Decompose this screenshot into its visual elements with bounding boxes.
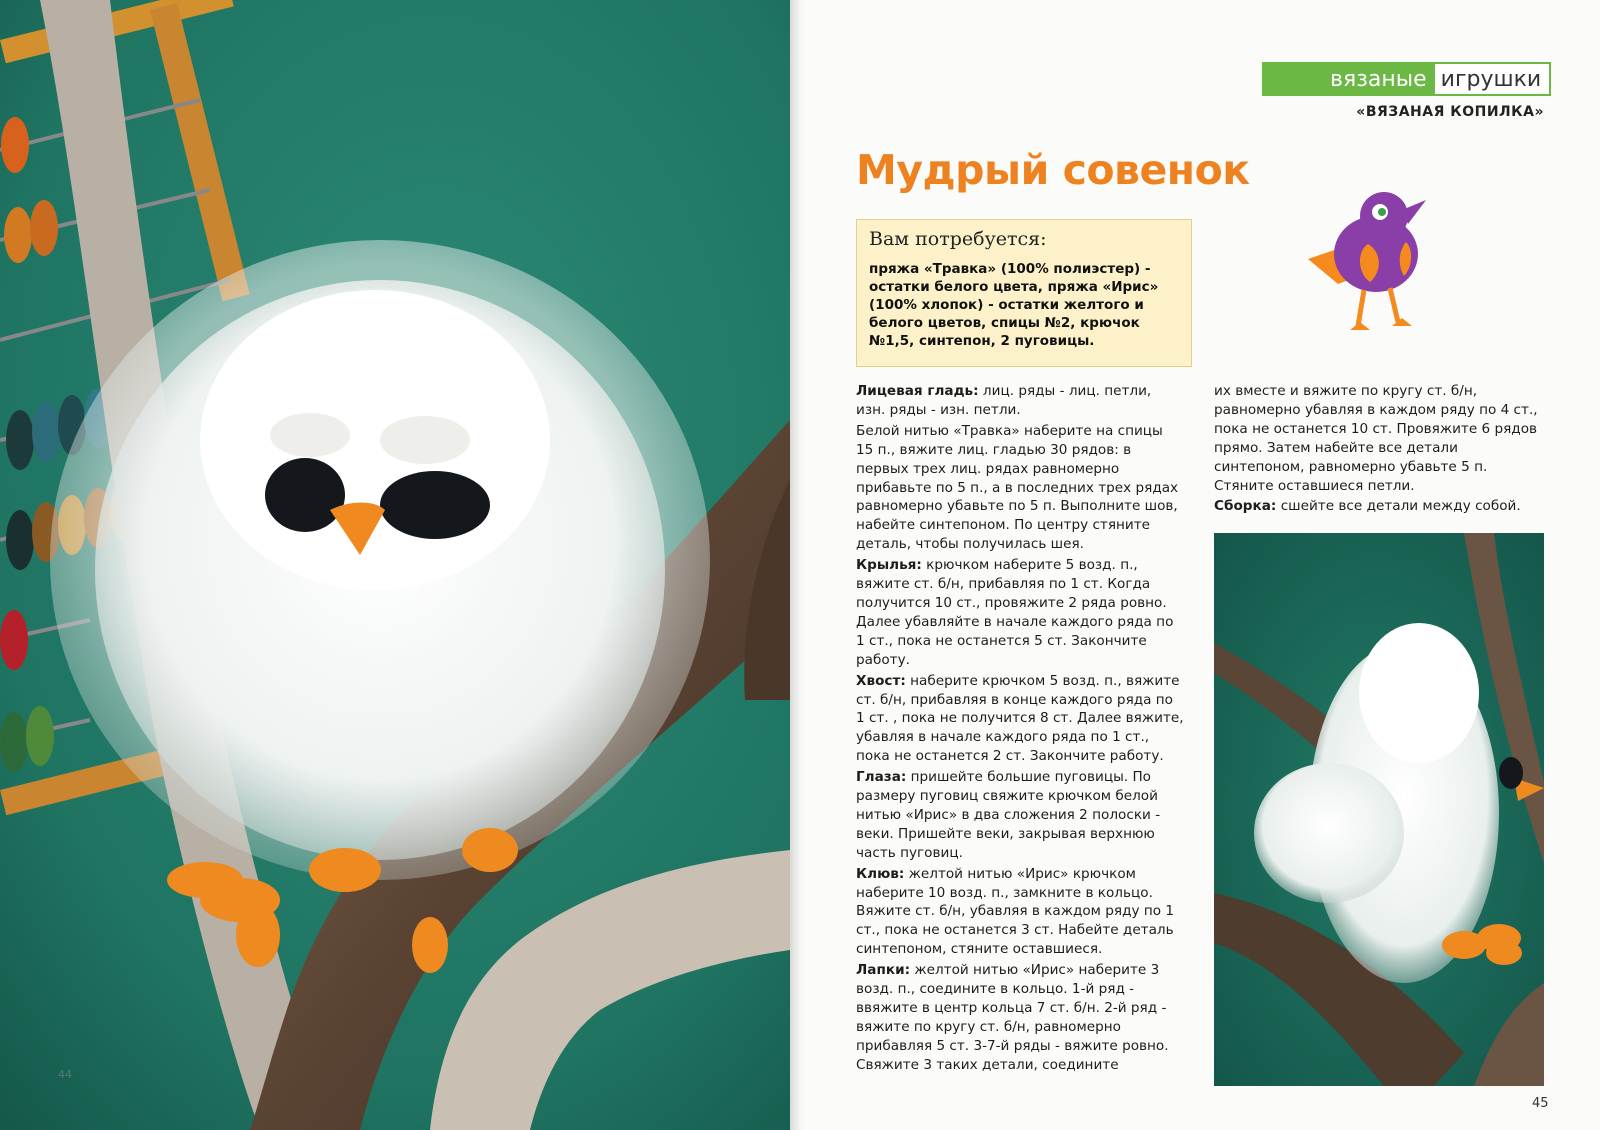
instruction-paragraph: Белой нитью «Травка» наберите на спицы 15 п., вяжите лиц. гладью 30 рядов: в первых трех лиц. рядах равномерно прибавьте по 5 п., а в последних трех рядах равномерно убавьте по 5 п. Выполните шов, набейте синтепоном. По центру стяните деталь, чтобы получилась шея.: [856, 422, 1179, 553]
instruction-paragraph: Глаза: пришейте большие пуговицы. По размеру пуговиц свяжите крючком белой нитью «Ирис» в два сложения 2 полоски - веки. Пришейте веки, закрывая верхнюю часть пуговиц.: [856, 769, 1161, 861]
instruction-paragraph: Лапки: желтой нитью «Ирис» наберите 3 возд. п., соедините в кольцо. 1-й ряд - ввяжите в центр кольца 7 ст. б/н. 2-й ряд - вяжите по кругу ст. б/н, равномерно прибавляя 5 ст. 3-7-й ряды - вяжите ровно. Свяжите 3 таких детали, соедините: [856, 962, 1169, 1073]
section-tag: [1262, 62, 1551, 96]
owl-photo: [0, 0, 790, 1130]
instruction-paragraph: Клюв: желтой нитью «Ирис» крючком наберите 10 возд. п., замкните в кольцо. Вяжите ст. б/н, убавляя в каждом ряду по 1 ст., пока не останется 3 ст. Набейте деталь синтепоном, стяните оставшиеся.: [856, 865, 1175, 958]
instructions-left-column: [856, 382, 1184, 1077]
instruction-paragraph: Крылья: крючком наберите 5 возд. п., вяжите ст. б/н, прибавляя по 1 ст. Когда получится 10 ст., провяжите 2 ряда ровно. Далее убавляйте в начале каждого ряда по 1 ст., пока не останется 5 ст. Закончите работу.: [856, 557, 1174, 668]
section-word-1: вязаные: [1264, 64, 1435, 94]
instruction-paragraph: их вместе и вяжите по кругу ст. б/н, равномерно убавляя в каждом ряду по 4 ст., пока не останется 10 ст. Провяжите 6 рядов прямо. Затем набейте все детали синтепоном, равномерно убавьте 5 п. Стяните оставшиеся петли.: [1214, 383, 1538, 494]
owl-side-photo: [1214, 533, 1544, 1086]
materials-heading: Вам потребуется:: [869, 228, 1047, 250]
owl-eye-left: [265, 458, 345, 532]
bird-icon: [1298, 184, 1438, 340]
materials-text: пряжа «Травка» (100% полиэстер) - остатки белого цвета, пряжа «Ирис» (100% хлопок) - остатки желтого и белого цветов, спицы №2, крючок №1,5, синтепон, 2 пуговицы.: [869, 261, 1159, 349]
left-page-photo: [0, 0, 790, 1130]
section-word-2: игрушки: [1435, 64, 1550, 94]
page-number-left: 44: [58, 1068, 72, 1081]
instruction-paragraph: Лицевая гладь: лиц. ряды - лиц. петли, изн. ряды - изн. петли.: [856, 383, 1152, 418]
page-title: Мудрый совенок: [856, 146, 1250, 194]
instruction-paragraph: Хвост: наберите крючком 5 возд. п., вяжите ст. б/н, прибавляя в конце каждого ряда по 1 ст. , пока не получится 8 ст. Далее вяжите, убавляя в начале каждого ряда по 1 ст., пока не останется 2 ст. Закончите работу.: [856, 672, 1184, 765]
owl-eye-right: [380, 471, 490, 539]
instructions-right-column: [1214, 382, 1544, 518]
series-title: «ВЯЗАНАЯ КОПИЛКА»: [1356, 104, 1544, 120]
materials-box: [856, 219, 1192, 367]
page-number-right: 45: [1532, 1096, 1549, 1111]
book-gutter: [790, 0, 808, 1130]
instruction-paragraph: Сборка: сшейте все детали между собой.: [1214, 498, 1521, 515]
